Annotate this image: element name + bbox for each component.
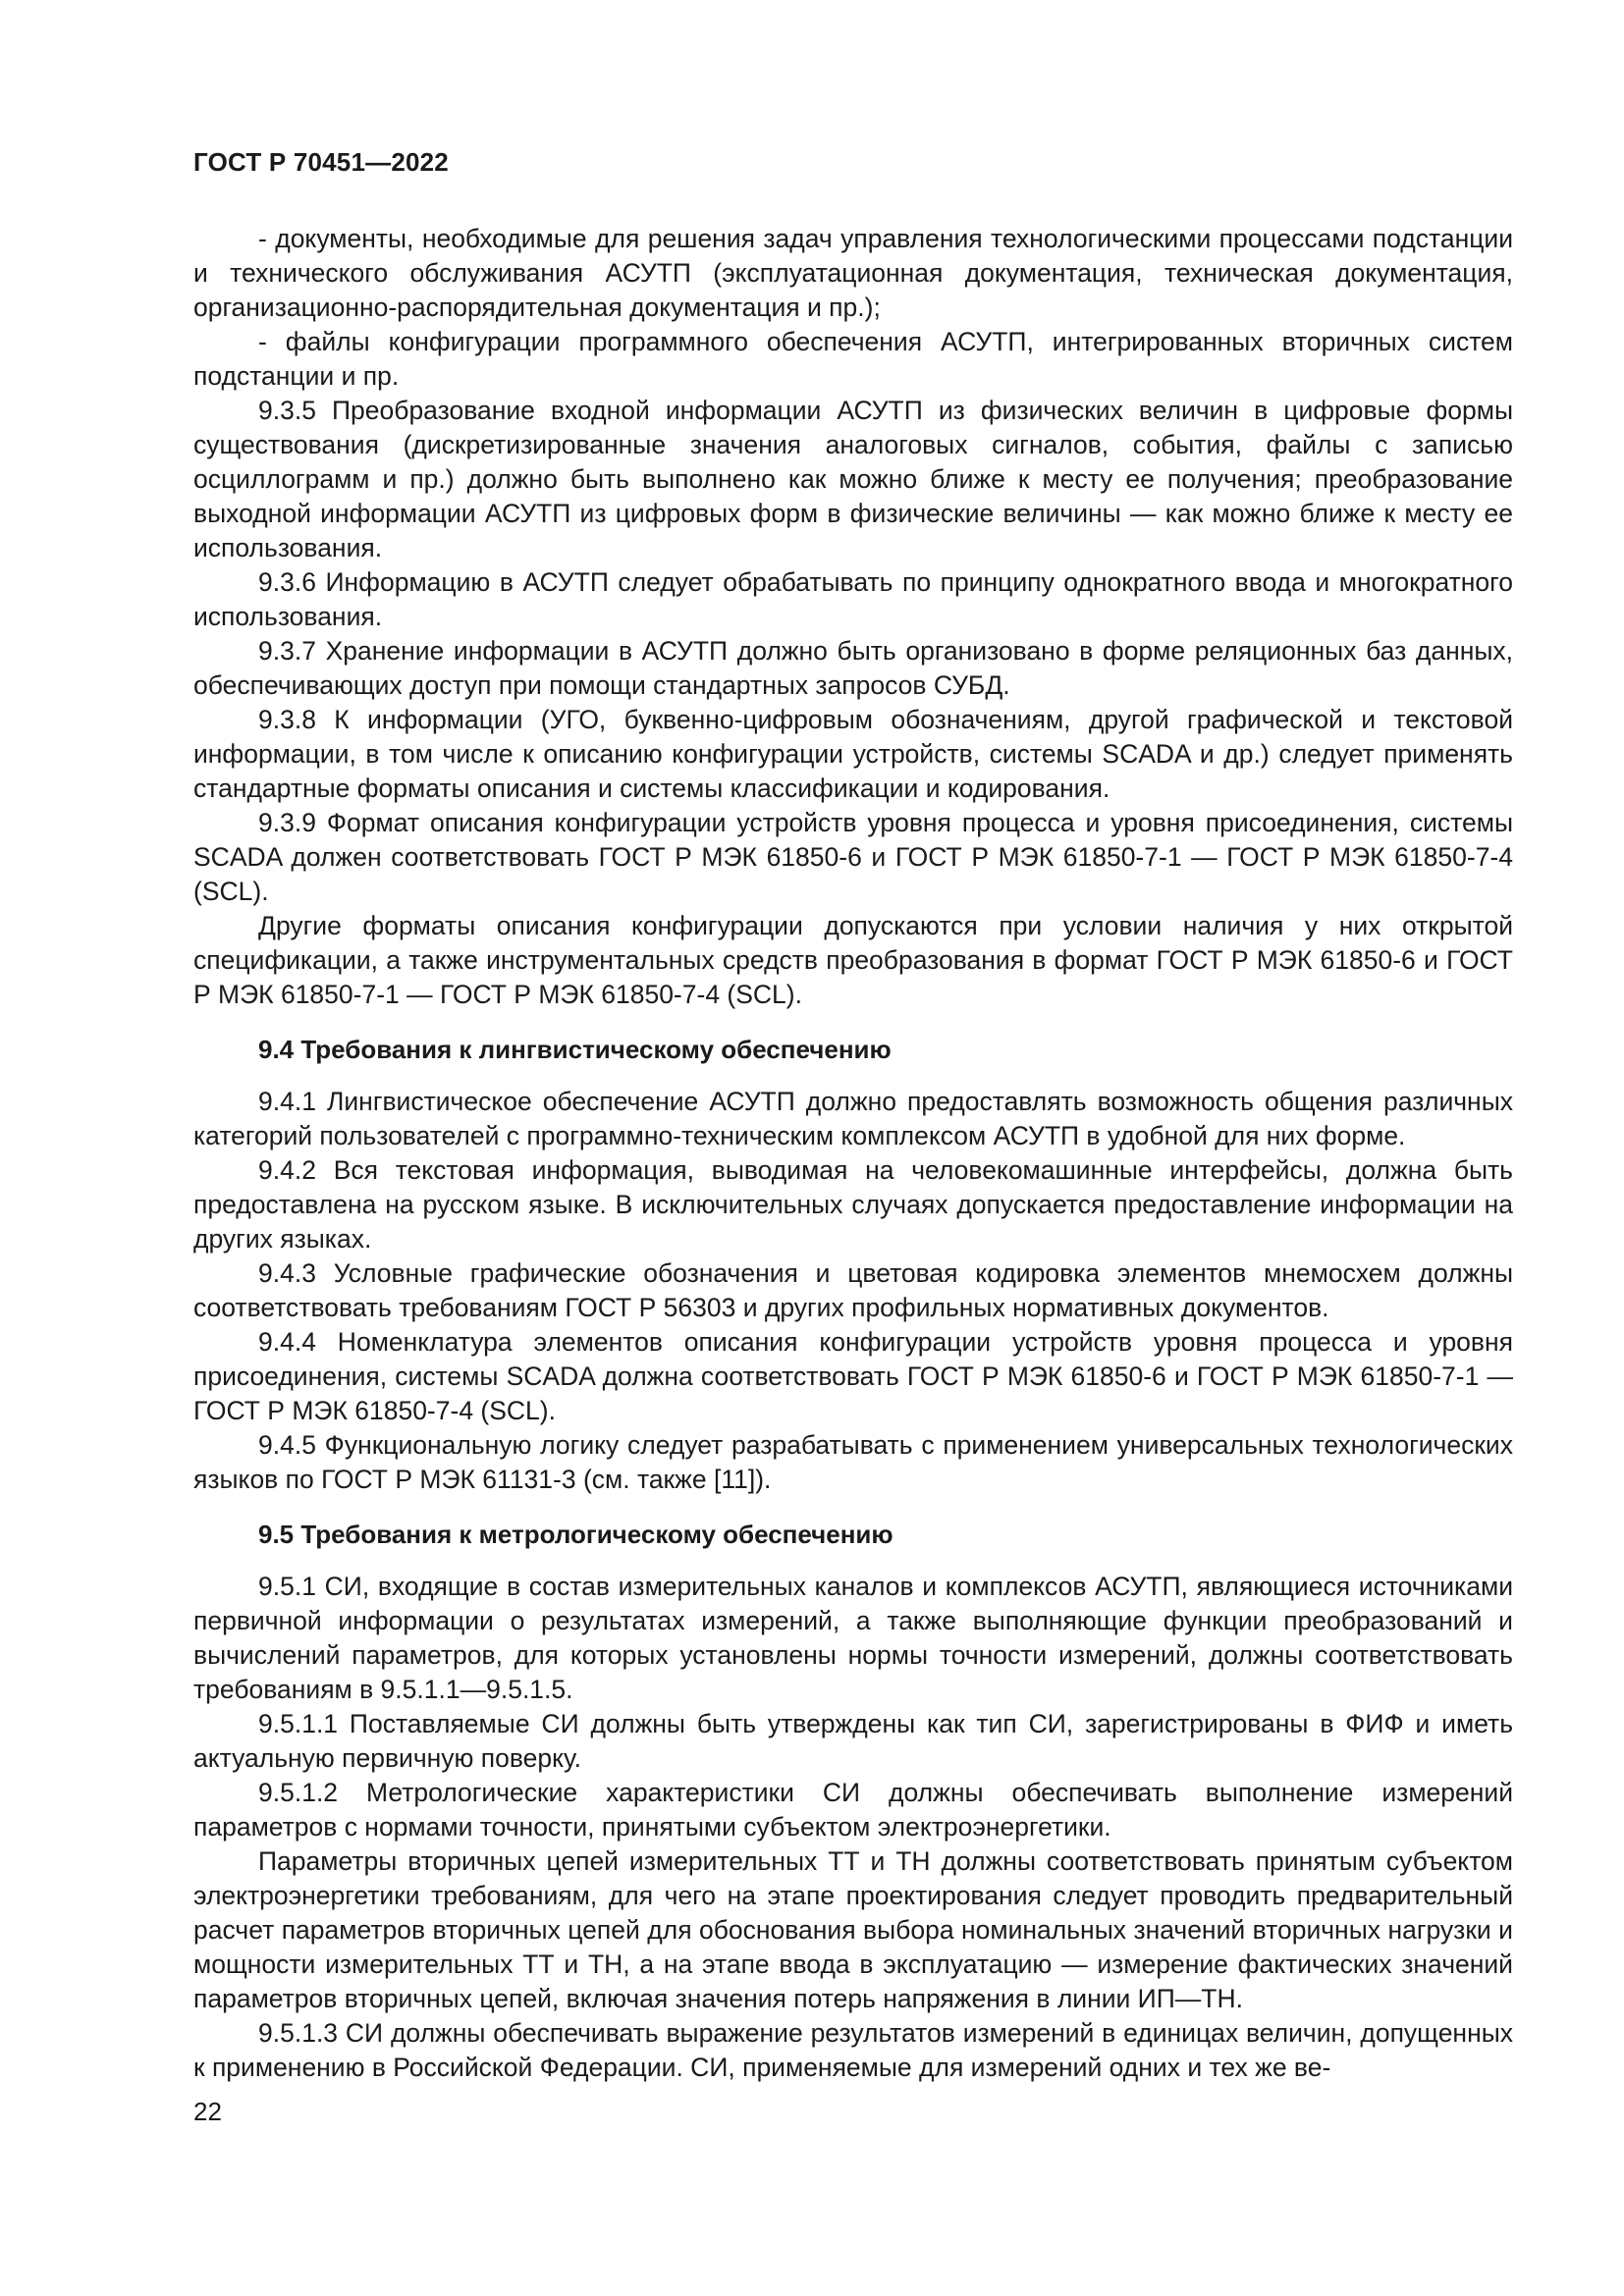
paragraph-9-3-6: 9.3.6 Информацию в АСУТП следует обрабатывать по принципу однократного ввода и многократного использования.	[193, 567, 1513, 631]
section-heading-9-4: 9.4 Требования к лингвистическому обеспечению	[258, 1035, 892, 1064]
paragraph-9-4-4: 9.4.4 Номенклатура элементов описания конфигурации устройств уровня процесса и уровня присоединения, системы SCADA должна соответствовать ГОСТ Р МЭК 61850-6 и ГОСТ Р МЭК 61850-7-1 — ГОСТ Р МЭК 61850-7-4 (SCL).	[193, 1327, 1513, 1425]
paragraph-documents-item: - документы, необходимые для решения задач управления технологическими процессами подстанции и технического обслуживания АСУТП (эксплуатационная документация, техническая документация, организационно-распорядительная документация и пр.);	[193, 224, 1513, 322]
paragraph-other-formats: Другие форматы описания конфигурации допускаются при условии наличия у них открытой спецификации, а также инструментальных средств преобразования в формат ГОСТ Р МЭК 61850-6 и ГОСТ Р МЭК 61850-7-1 — ГОСТ Р МЭК 61850-7-4 (SCL).	[193, 911, 1513, 1009]
document-body	[193, 222, 1513, 2085]
paragraph-9-5-1: 9.5.1 СИ, входящие в состав измерительных каналов и комплексов АСУТП, являющиеся источниками первичной информации о результатах измерений, а также выполняющие функции преобразований и вычислений параметров, для которых установлены нормы точности измерений, должны соответствовать требованиям в 9.5.1.1—9.5.1.5.	[193, 1572, 1513, 1704]
section-heading-9-5: 9.5 Требования к метрологическому обеспечению	[258, 1520, 893, 1549]
paragraph-9-3-7: 9.3.7 Хранение информации в АСУТП должно быть организовано в форме реляционных баз данных, обеспечивающих доступ при помощи стандартных запросов СУБД.	[193, 636, 1513, 700]
paragraph-9-3-8: 9.3.8 К информации (УГО, буквенно-цифровым обозначениям, другой графической и текстовой информации, в том числе к описанию конфигурации устройств, системы SCADA и др.) следует применять стандартные форматы описания и системы классификации и кодирования.	[193, 705, 1513, 803]
paragraph-secondary-circuits: Параметры вторичных цепей измерительных ТТ и ТН должны соответствовать принятым субъектом электроэнергетики требованиям, для чего на этапе проектирования следует проводить предварительный расчет параметров вторичных цепей для обоснования выбора номинальных значений вторичных нагрузки и мощности измерительных ТТ и ТН, а на этапе ввода в эксплуатацию — измерение фактических значений параметров вторичных цепей, включая значения потерь напряжения в линии ИП—ТН.	[193, 1846, 1513, 2013]
paragraph-9-5-1-1: 9.5.1.1 Поставляемые СИ должны быть утверждены как тип СИ, зарегистрированы в ФИФ и иметь актуальную первичную поверку.	[193, 1709, 1513, 1773]
paragraph-9-4-1: 9.4.1 Лингвистическое обеспечение АСУТП должно предоставлять возможность общения различных категорий пользователей с программно-техническим комплексом АСУТП в удобной для них форме.	[193, 1087, 1513, 1150]
paragraph-9-4-3: 9.4.3 Условные графические обозначения и цветовая кодировка элементов мнемосхем должны соответствовать требованиям ГОСТ Р 56303 и других профильных нормативных документов.	[193, 1258, 1513, 1322]
paragraph-9-5-1-2: 9.5.1.2 Метрологические характеристики СИ должны обеспечивать выполнение измерений параметров с нормами точности, принятыми субъектом электроэнергетики.	[193, 1778, 1513, 1842]
paragraph-9-4-2: 9.4.2 Вся текстовая информация, выводимая на человекомашинные интерфейсы, должна быть предоставлена на русском языке. В исключительных случаях допускается предоставление информации на других языках.	[193, 1155, 1513, 1254]
paragraph-config-files-item: - файлы конфигурации программного обеспечения АСУТП, интегрированных вторичных систем подстанции и пр.	[193, 327, 1513, 391]
document-header: ГОСТ Р 70451—2022	[193, 147, 449, 177]
paragraph-9-3-5: 9.3.5 Преобразование входной информации АСУТП из физических величин в цифровые формы существования (дискретизированные значения аналоговых сигналов, события, файлы с записью осциллограмм и пр.) должно быть выполнено как можно ближе к месту ее получения; преобразование выходной информации АСУТП из цифровых форм в физические величины — как можно ближе к месту ее использования.	[193, 396, 1513, 562]
page-number: 22	[193, 2097, 222, 2126]
paragraph-9-5-1-3: 9.5.1.3 СИ должны обеспечивать выражение результатов измерений в единицах величин, допущенных к применению в Российской Федерации. СИ, применяемые для измерений одних и тех же ве-	[193, 2018, 1513, 2082]
paragraph-9-3-9: 9.3.9 Формат описания конфигурации устройств уровня процесса и уровня присоединения, системы SCADA должен соответствовать ГОСТ Р МЭК 61850-6 и ГОСТ Р МЭК 61850-7-1 — ГОСТ Р МЭК 61850-7-4 (SCL).	[193, 808, 1513, 906]
paragraph-9-4-5: 9.4.5 Функциональную логику следует разрабатывать с применением универсальных технологических языков по ГОСТ Р МЭК 61131-3 (см. также [11]).	[193, 1430, 1513, 1494]
